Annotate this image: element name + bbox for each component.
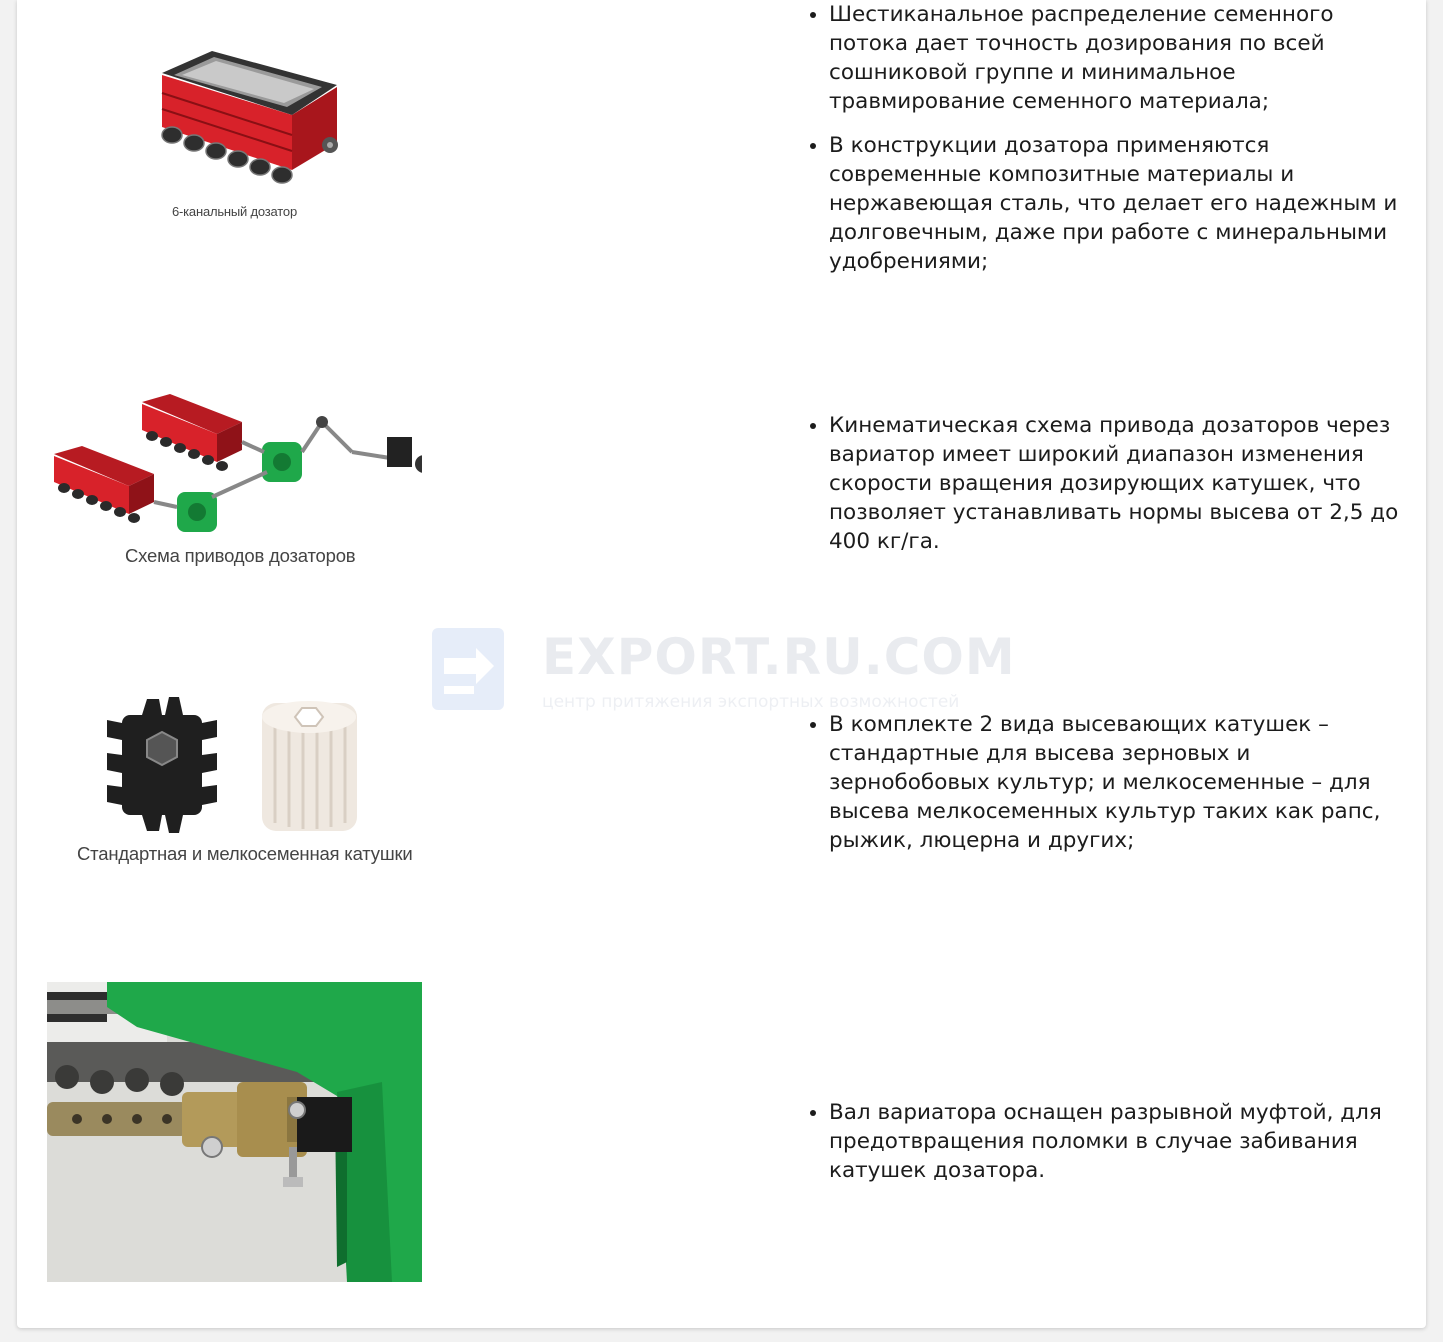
dispenser-bullets bbox=[807, 0, 1414, 291]
variator-shaft-photo bbox=[47, 982, 422, 1282]
export-logo-icon bbox=[432, 628, 504, 710]
seeding-reels-image bbox=[107, 695, 367, 835]
bullet-item: • Вал вариатора оснащен разрывной муфтой, для предотвращения поломки в случае забивания катушек дозатора. bbox=[829, 1098, 1414, 1185]
drive-scheme-caption: Схема приводов дозаторов bbox=[125, 545, 356, 566]
dispenser-drive-scheme-image bbox=[52, 392, 422, 542]
reels-bullets bbox=[807, 710, 1414, 870]
bullet-item: • Шестиканальное распределение семенного потока дает точность дозирования по всей сошниковой группе и минимальное травмирование семенного материала; bbox=[829, 0, 1414, 116]
drive-scheme-bullets bbox=[807, 411, 1414, 571]
bullet-item: • Кинематическая схема привода дозаторов через вариатор имеет широкий диапазон изменения скорости вращения дозирующих катушек, что позволяет устанавливать нормы высева от 2,5 до 400 кг/га. bbox=[829, 411, 1414, 556]
content-card bbox=[17, 0, 1426, 1328]
watermark bbox=[432, 628, 1032, 718]
watermark-title: EXPORT.RU.COM bbox=[542, 628, 1016, 686]
reels-caption: Стандартная и мелкосеменная катушки bbox=[77, 843, 413, 864]
dispenser-caption: 6-канальный дозатор bbox=[172, 204, 297, 219]
dispenser-6-channel-image bbox=[142, 45, 342, 205]
watermark-subtitle: центр притяжения экспортных возможностей bbox=[542, 692, 960, 712]
bullet-item: • В конструкции дозатора применяются современные композитные материалы и нержавеющая сталь, что делает его надежным и долговечным, даже при работе с минеральными удобрениями; bbox=[829, 131, 1414, 276]
bullet-item: • В комплекте 2 вида высевающих катушек – стандартные для высева зерновых и зернобобовых культур; и мелкосеменные – для высева мелкосеменных культур таких как рапс, рыжик, люцерна и других; bbox=[829, 710, 1414, 855]
variator-shaft-bullets bbox=[807, 1098, 1414, 1200]
